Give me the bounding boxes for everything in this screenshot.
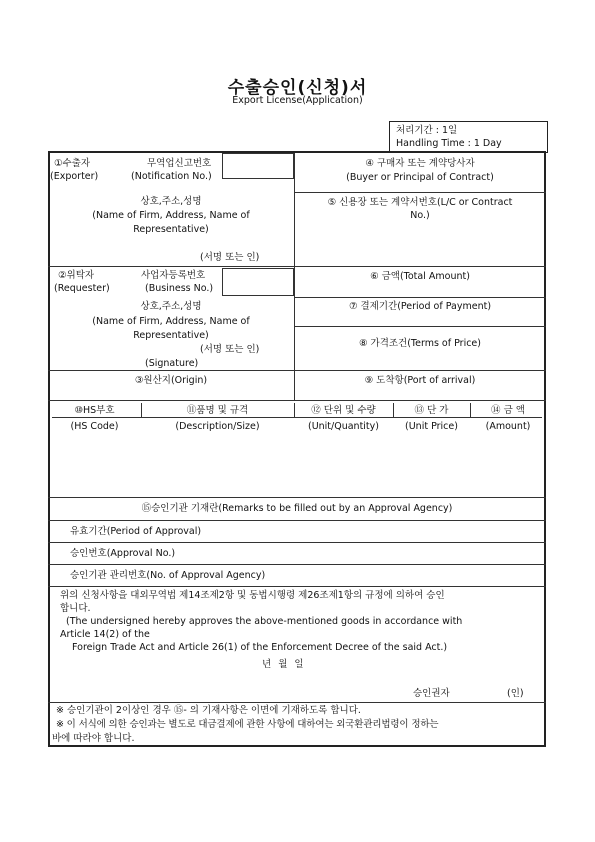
col-description-ko: ⑪품명 및 규격 bbox=[186, 405, 249, 416]
exporter-sign: (서명 또는 인) bbox=[200, 252, 260, 263]
lc-label-2: No.) bbox=[410, 210, 430, 221]
statement-en-2: Article 14(2) of the bbox=[60, 629, 150, 640]
form-title: 수출승인(신청)서 bbox=[227, 78, 368, 98]
rule-buyer-bottom bbox=[294, 192, 546, 193]
rule-payment-bottom bbox=[294, 326, 546, 327]
exporter-firm-en2: Representative) bbox=[133, 224, 209, 235]
total-amount-label: ⑥ 금액(Total Amount) bbox=[370, 271, 470, 282]
agency-number-label: 승인기관 관리번호(No. of Approval Agency) bbox=[70, 570, 266, 581]
col-unit-price-en: (Unit Price) bbox=[405, 421, 458, 432]
rule-items-bottom bbox=[48, 497, 546, 498]
processing-time-ko: 처리기간 : 1일 bbox=[396, 125, 458, 136]
exporter-firm-en1: (Name of Firm, Address, Name of bbox=[92, 210, 250, 221]
col-quantity-en: (Unit/Quantity) bbox=[307, 421, 379, 432]
requester-firm-ko: 상호,주소,성명 bbox=[140, 301, 202, 312]
lc-label-1: ⑤ 신용장 또는 계약서번호(L/C or Contract bbox=[327, 197, 513, 208]
requester-firm-en2: Representative) bbox=[133, 330, 209, 341]
col-amount-ko: ⑭ 금 액 bbox=[491, 405, 525, 416]
col-description-en: (Description/Size) bbox=[175, 421, 260, 432]
col-hs-code-en: (HS Code) bbox=[70, 421, 119, 432]
buyer-label-en: (Buyer or Principal of Contract) bbox=[346, 172, 494, 183]
rule-origin-bottom bbox=[48, 400, 546, 401]
business-label-ko: 사업자등록번호 bbox=[141, 270, 206, 281]
notification-label-ko: 무역업신고번호 bbox=[147, 158, 212, 169]
rule-requester-bottom bbox=[48, 370, 546, 371]
statement-block bbox=[60, 589, 540, 654]
note-1: ※ 승인기관이 2이상인 경우 ⑮- 의 기재사항은 이면에 기재하도록 합니다. bbox=[56, 705, 361, 716]
price-terms-label: ⑧ 가격조건(Terms of Price) bbox=[358, 338, 481, 349]
statement-date: 년 월 일 bbox=[262, 659, 304, 670]
approval-authority-label: 승인권자 bbox=[413, 688, 450, 699]
col-quantity-ko: ⑫ 단위 및 수량 bbox=[311, 405, 376, 416]
form-subtitle: Export License(Application) bbox=[232, 95, 363, 106]
rule-statement-bottom bbox=[48, 702, 546, 703]
rule-amount-bottom bbox=[294, 297, 546, 298]
exporter-label-ko: ①수출자 bbox=[54, 158, 91, 169]
rule-exporter-bottom bbox=[48, 266, 546, 267]
form-frame bbox=[48, 151, 546, 747]
business-label-en: (Business No.) bbox=[145, 283, 214, 294]
authority-seal: (인) bbox=[507, 688, 524, 699]
note-2: ※ 이 서식에 의한 승인과는 별도로 대금결제에 관한 사항에 대하여는 외국환관리법령이 정하는 bbox=[56, 719, 439, 730]
processing-time-box bbox=[389, 121, 548, 153]
statement-en-1: (The undersigned hereby approves the above-mentioned goods in accordance with bbox=[66, 616, 463, 627]
rule-approvalno-bottom bbox=[48, 564, 546, 565]
note-3: 바에 따라야 합니다. bbox=[52, 733, 135, 744]
rule-remarks-bottom bbox=[48, 520, 546, 521]
payment-period-label: ⑦ 결제기간(Period of Payment) bbox=[348, 301, 492, 312]
col-hs-code-ko: ⑩HS부호 bbox=[74, 405, 115, 416]
requester-label-ko: ②위탁자 bbox=[58, 270, 95, 281]
processing-time-en: Handling Time : 1 Day bbox=[396, 138, 502, 149]
statement-ko-1: 위의 신청사항을 대외무역법 제14조제2항 및 동법시행령 제26조제1항의 규정에 의하여 승인 bbox=[60, 590, 445, 601]
approval-number-label: 승인번호(Approval No.) bbox=[70, 548, 176, 559]
exporter-firm-ko: 상호,주소,성명 bbox=[140, 196, 202, 207]
rule-period-bottom bbox=[48, 542, 546, 543]
requester-firm-en1: (Name of Firm, Address, Name of bbox=[92, 316, 250, 327]
requester-label-en: (Requester) bbox=[54, 283, 110, 294]
buyer-label-ko: ④ 구매자 또는 계약당사자 bbox=[365, 158, 475, 169]
notification-number-field[interactable] bbox=[222, 153, 294, 179]
col-header-underline bbox=[52, 417, 542, 418]
statement-en-3: Foreign Trade Act and Article 26(1) of the Enforcement Decree of the said Act.) bbox=[72, 642, 448, 653]
statement-ko-2: 합니다. bbox=[60, 603, 91, 614]
arrival-port-label: ⑨ 도착항(Port of arrival) bbox=[364, 375, 476, 386]
remarks-header: ⑮승인기관 기재란(Remarks to be filled out by an Approval Agency) bbox=[141, 503, 453, 514]
notification-label-en: (Notification No.) bbox=[131, 171, 212, 182]
col-unit-price-ko: ⑬ 단 가 bbox=[414, 405, 449, 416]
requester-signature: (Signature) bbox=[145, 358, 199, 369]
exporter-label-en: (Exporter) bbox=[50, 171, 99, 182]
business-number-field[interactable] bbox=[222, 268, 294, 296]
origin-label: ③원산지(Origin) bbox=[134, 375, 208, 386]
col-amount-en: (Amount) bbox=[485, 421, 531, 432]
approval-period-label: 유효기간(Period of Approval) bbox=[70, 526, 202, 537]
rule-agency-bottom bbox=[48, 586, 546, 587]
requester-sign: (서명 또는 인) bbox=[200, 344, 260, 355]
